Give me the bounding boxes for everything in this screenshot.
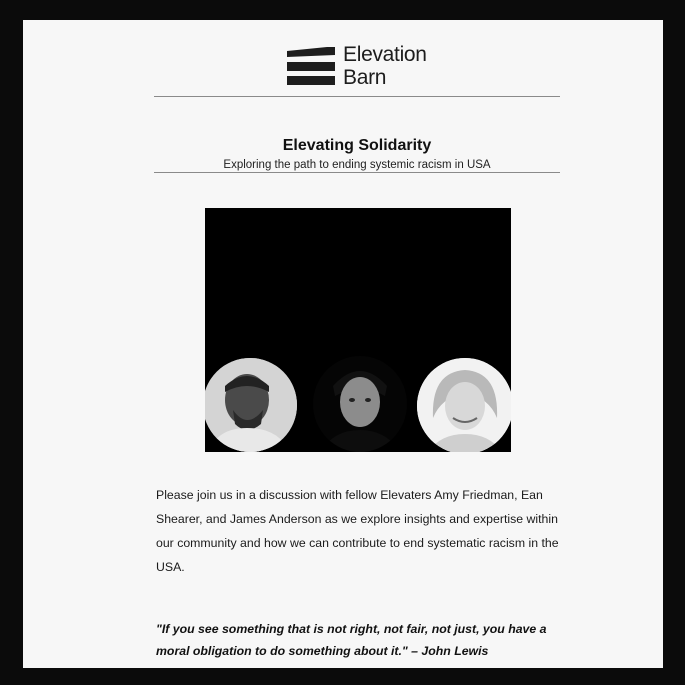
young-man-portrait xyxy=(313,356,407,452)
panelists-photo xyxy=(205,208,511,452)
woman-portrait xyxy=(417,358,511,452)
invitation-paragraph: Please join us in a discussion with fellow Elevaters Amy Friedman, Ean Shearer, and James Anderson as we explore insights and expertise within our community and how we can contribute to end systematic racism in the USA. xyxy=(156,488,559,574)
quote-block xyxy=(156,618,576,662)
quote-text: "If you see something that is not right, not fair, not just, you have a moral obligation to do something about it." – xyxy=(156,622,547,658)
divider-bottom xyxy=(154,172,560,173)
logo-line-2: Barn xyxy=(343,66,387,89)
quote-author: John Lewis xyxy=(421,644,489,658)
logo-wordmark xyxy=(343,43,427,89)
email-panel xyxy=(23,20,663,668)
man-portrait xyxy=(205,358,297,452)
event-subtitle: Exploring the path to ending systemic racism in USA xyxy=(223,159,491,171)
stacked-bars-logo-icon xyxy=(287,47,335,87)
logo-line-1: Elevation xyxy=(343,43,427,66)
event-title: Elevating Solidarity xyxy=(282,137,432,154)
divider-top xyxy=(154,96,560,97)
